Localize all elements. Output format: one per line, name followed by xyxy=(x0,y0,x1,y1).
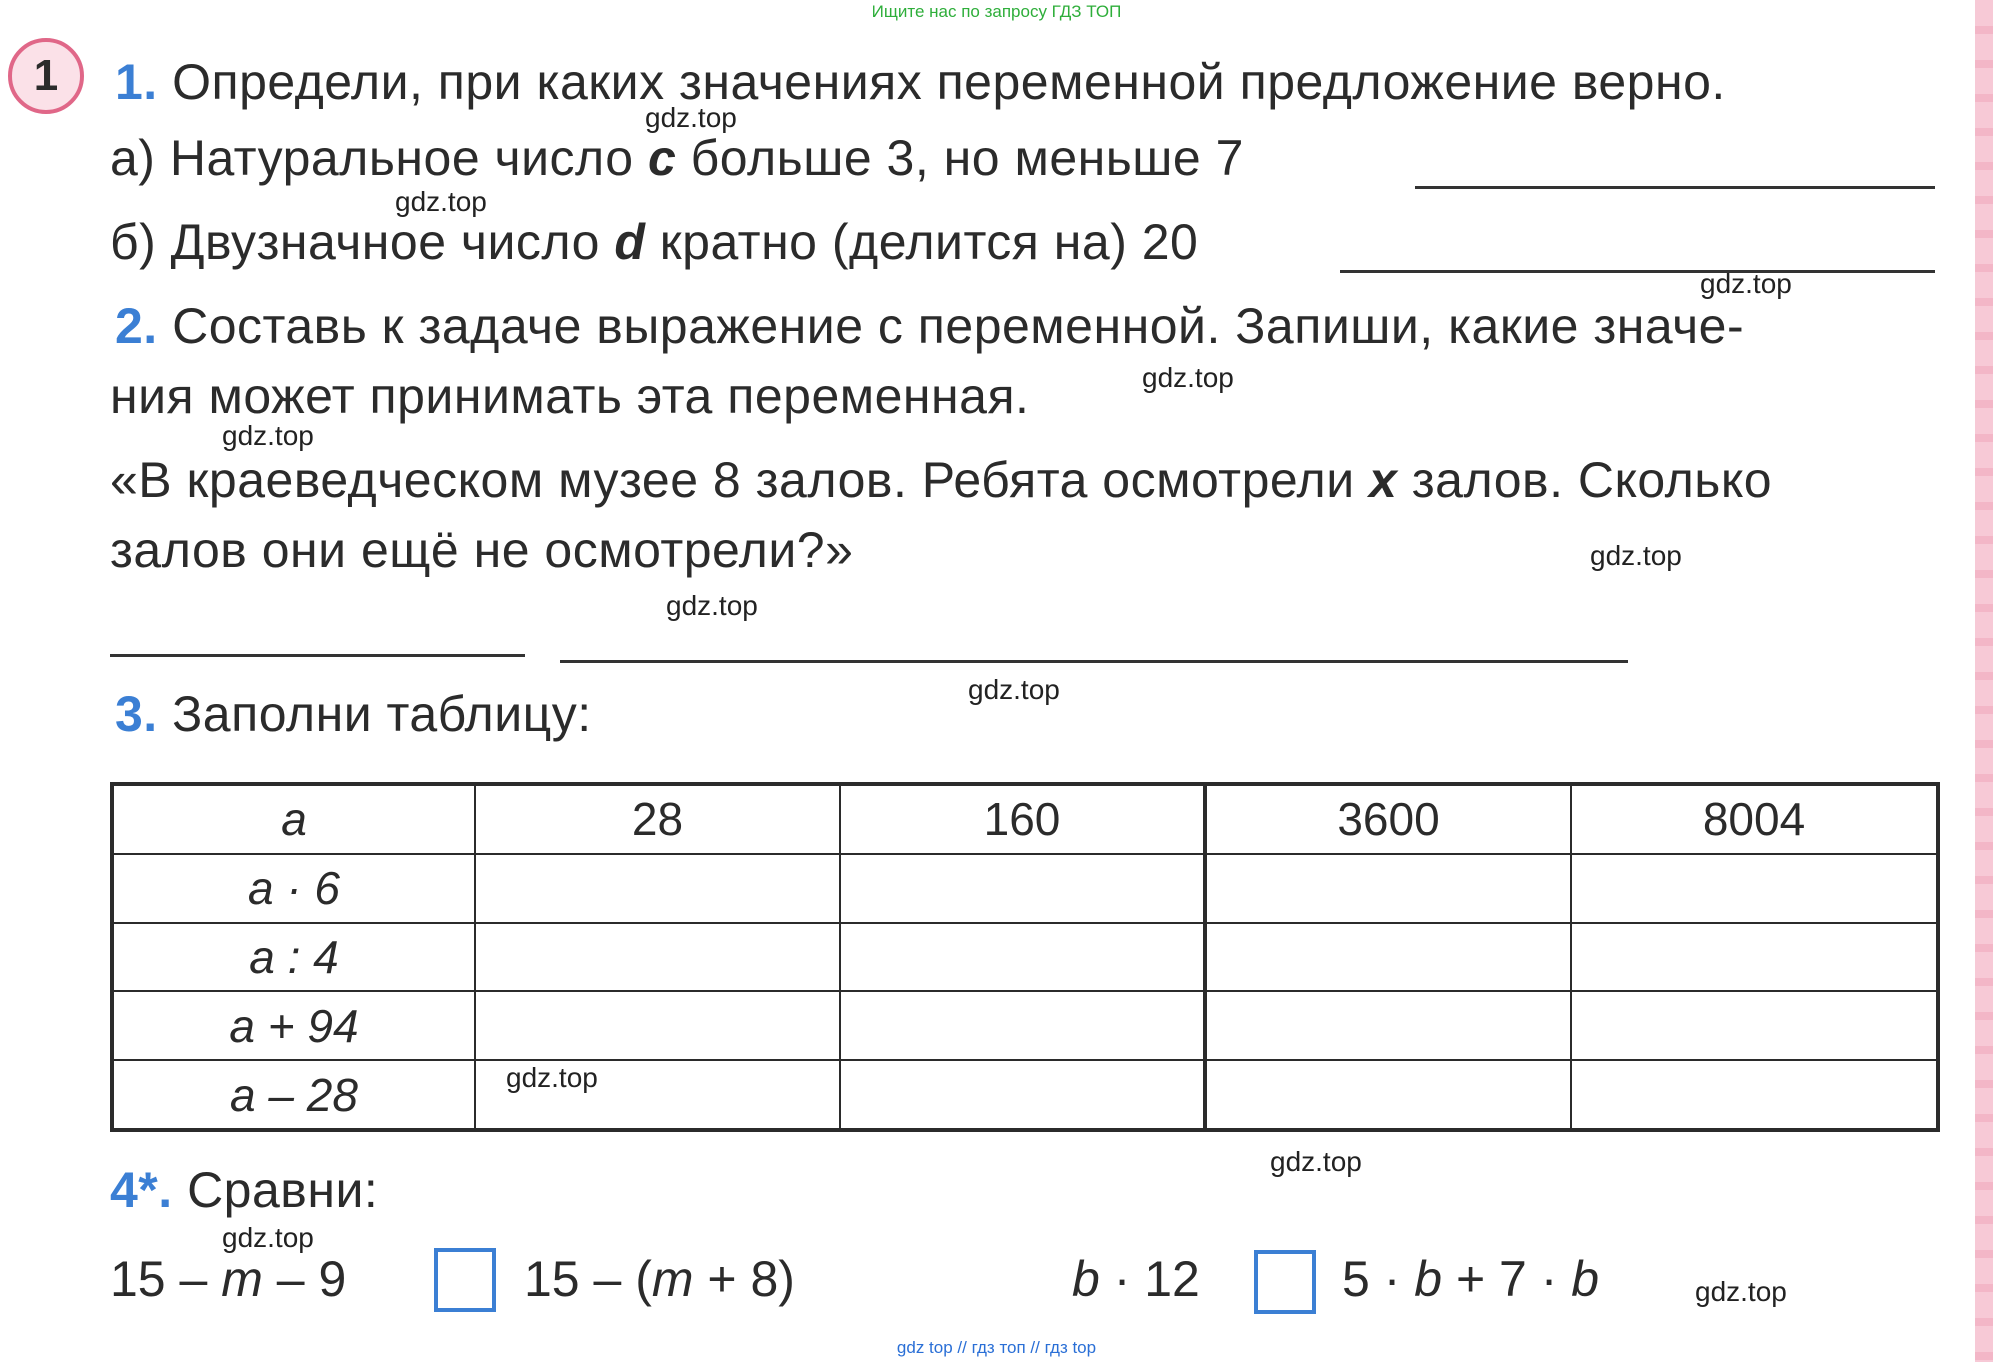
task1-item-b xyxy=(110,212,1198,272)
watermark: gdz.top xyxy=(1590,540,1682,571)
watermark: gdz.top xyxy=(1695,1276,1787,1307)
table-cell[interactable] xyxy=(840,1060,1205,1130)
table-cell[interactable] xyxy=(840,854,1205,923)
task4-heading xyxy=(110,1160,378,1220)
watermark: gdz.top xyxy=(222,1222,314,1253)
comparison-right-expression-2 xyxy=(1342,1250,1599,1308)
expr-part: · 12 xyxy=(1099,1251,1200,1307)
variable-b: b xyxy=(1414,1251,1443,1307)
compare-box-1[interactable] xyxy=(434,1248,496,1312)
expr-part: 5 · xyxy=(1342,1251,1415,1307)
task2-quote-line2: залов они ещё не осмотрели?» xyxy=(110,522,854,578)
expr-part: + 8) xyxy=(693,1251,795,1307)
table-header-row xyxy=(112,784,1938,854)
bottom-banner: gdz top // гдз топ // гдз top xyxy=(896,1338,1097,1357)
task1-b-text-end: кратно (делится на) 20 xyxy=(645,214,1199,270)
watermark: gdz.top xyxy=(968,674,1060,705)
task3-number: 3. xyxy=(115,686,158,742)
table-row xyxy=(112,923,1938,992)
task4-number: 4*. xyxy=(110,1162,173,1218)
variable-c: c xyxy=(647,130,677,186)
comparison-right-expression xyxy=(1072,1250,1200,1308)
watermark: gdz.top xyxy=(506,1062,598,1093)
task1-heading xyxy=(115,52,1726,112)
variable-b: b xyxy=(1571,1251,1600,1307)
table-row-label: a – 28 xyxy=(112,1060,475,1130)
variable-d: d xyxy=(614,214,646,270)
table-cell[interactable] xyxy=(1205,854,1571,923)
answer-line-expression[interactable] xyxy=(110,654,525,657)
table-cell[interactable] xyxy=(475,854,840,923)
table-header-cell: 160 xyxy=(840,784,1205,854)
values-table xyxy=(110,782,1940,1132)
task1-a-text: а) Натуральное число xyxy=(110,130,648,186)
expr-part: – 9 xyxy=(262,1251,347,1307)
table-cell[interactable] xyxy=(840,991,1205,1060)
task2-number: 2. xyxy=(115,298,158,354)
table-cell[interactable] xyxy=(1205,991,1571,1060)
table-row xyxy=(112,854,1938,923)
table-cell[interactable] xyxy=(1205,923,1571,992)
variable-b: b xyxy=(1072,1251,1100,1307)
table-header-cell: a xyxy=(112,784,475,854)
task3-heading xyxy=(115,684,592,744)
table-row xyxy=(112,1060,1938,1130)
table-row-label: a : 4 xyxy=(112,923,475,992)
comparison-left-expression-2 xyxy=(524,1250,795,1308)
variable-m: m xyxy=(651,1251,694,1307)
table-cell[interactable] xyxy=(1571,923,1938,992)
task2-line2: ния может принимать эта переменная. xyxy=(110,368,1030,424)
task2-line1: Составь к задаче выражение с переменной. Запиши, какие значе- xyxy=(172,298,1745,354)
variable-m: m xyxy=(221,1251,263,1307)
lesson-badge: 1 xyxy=(8,38,84,114)
watermark: gdz.top xyxy=(222,420,314,451)
variable-x: x xyxy=(1369,452,1398,508)
task2-heading xyxy=(115,296,1744,356)
answer-line-b[interactable] xyxy=(1340,270,1935,273)
expr-part: 15 – xyxy=(110,1251,222,1307)
table-header-cell: 8004 xyxy=(1571,784,1938,854)
task1-b-text: б) Двузначное число xyxy=(110,214,615,270)
task4-text: Сравни: xyxy=(187,1162,379,1218)
table-cell[interactable] xyxy=(1571,1060,1938,1130)
quote-text-end: залов. Сколько xyxy=(1397,452,1773,508)
table-row-label: a + 94 xyxy=(112,991,475,1060)
watermark: gdz.top xyxy=(645,102,737,133)
task1-number: 1. xyxy=(115,54,158,110)
task3-text: Заполни таблицу: xyxy=(172,686,592,742)
table-row xyxy=(112,991,1938,1060)
watermark: gdz.top xyxy=(1700,268,1792,299)
task2-quote-line1 xyxy=(110,450,1772,510)
task1-item-a xyxy=(110,128,1244,188)
task1-text: Определи, при каких значениях переменной предложение верно. xyxy=(172,54,1726,110)
expr-part: + 7 · xyxy=(1442,1251,1572,1307)
answer-line-a[interactable] xyxy=(1415,186,1935,189)
watermark: gdz.top xyxy=(395,186,487,217)
compare-box-2[interactable] xyxy=(1254,1250,1316,1314)
table-header-cell: 3600 xyxy=(1205,784,1571,854)
watermark: gdz.top xyxy=(666,590,758,621)
quote-text: «В краеведческом музее 8 залов. Ребята осмотрели xyxy=(110,452,1370,508)
top-banner: Ищите нас по запросу ГДЗ ТОП xyxy=(871,2,1122,21)
table-row-label: a · 6 xyxy=(112,854,475,923)
table-cell[interactable] xyxy=(1205,1060,1571,1130)
table-cell[interactable] xyxy=(475,991,840,1060)
table-cell[interactable] xyxy=(1571,854,1938,923)
table-cell[interactable] xyxy=(840,923,1205,992)
answer-line-values[interactable] xyxy=(560,660,1628,663)
watermark: gdz.top xyxy=(1270,1146,1362,1177)
expr-part: 15 – ( xyxy=(524,1251,652,1307)
task1-a-text-end: больше 3, но меньше 7 xyxy=(676,130,1244,186)
table-header-cell: 28 xyxy=(475,784,840,854)
page-edge-strip xyxy=(1975,0,1993,1362)
watermark: gdz.top xyxy=(1142,362,1234,393)
table-cell[interactable] xyxy=(1571,991,1938,1060)
table-cell[interactable] xyxy=(475,923,840,992)
comparison-left-expression xyxy=(110,1250,346,1308)
